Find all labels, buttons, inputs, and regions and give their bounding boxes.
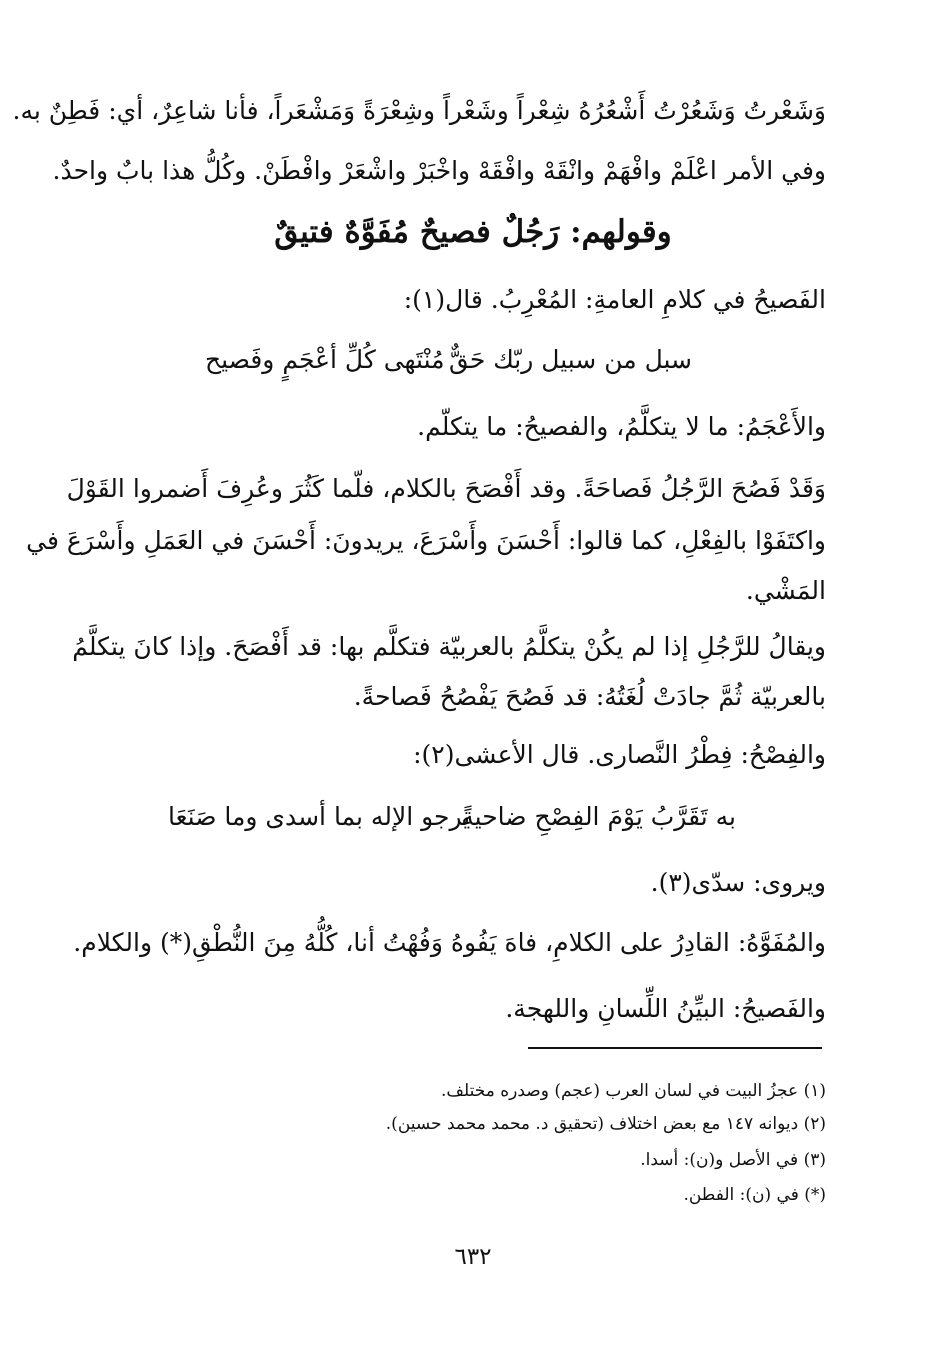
text-line-6: واكتَفَوْا بالفِعْلِ، كما قالوا: أَحْسَنَ وأَسْرَعَ، يريدونَ: أَحْسَنَ في العَمَلِ وأَسْرَعَ في <box>26 526 826 555</box>
text-line-4: والأَعْجَمُ: ما لا يتكلَّمُ، والفصيحُ: ما يتكلّم. <box>417 412 826 441</box>
text-line-10: والفِصْحُ: فِطْرُ النَّصارى. قال الأعشى(٢): <box>413 740 826 769</box>
text-line-3: الفَصيحُ في كلامِ العامةِ: المُعْرِبُ. قال(١): <box>403 285 826 314</box>
section-heading: وقولهم: رَجُلٌ فصيحٌ مُفَوَّهٌ فتيقٌ <box>274 214 672 250</box>
text-line-11: ويروى: سدّى(٣). <box>650 868 826 897</box>
text-line-13: والفَصيحُ: البيِّنُ اللِّسانِ واللهجة. <box>505 994 826 1023</box>
verse-1-second-hemistich: مُنْتَهى كُلِّ أعْجَمٍ وفَصيح <box>205 345 445 374</box>
verse-2-first-hemistich: به تَقَرَّبُ يَوْمَ الفِصْحِ ضاحيةً <box>461 802 736 831</box>
verse-1-first-hemistich: سبل من سبيل ربّك حَقٌّ <box>448 345 692 374</box>
text-line-1: وَشَعْرتُ وَشَعُرْتُ أَشْعُرُهُ شِعْراً وشَعْراً وشِعْرَةً وَمَشْعَراً، فأنا شاعِرٌ، أي: فَطِنٌ به. <box>12 96 826 125</box>
text-line-7: المَشْي. <box>745 576 826 605</box>
text-line-9: بالعربيّة ثُمَّ جادَتْ لُغَتُهُ: قد فَصُحَ يَفْصُحُ فَصاحةً. <box>353 682 826 711</box>
text-line-2: وفي الأمر اعْلَمْ وافْهَمْ وانْقَهْ وافْقَهْ واخْبَرْ واشْعَرْ وافْطَنْ. وكُلُّ هذا بابٌ واحدٌ. <box>52 156 826 185</box>
footnote-separator <box>528 1047 822 1049</box>
verse-2-second-hemistich: يرجو الإله بما أسدى وما صَنَعَا <box>168 802 471 831</box>
footnote-3: (٣) في الأصل و(ن): أسدا. <box>640 1150 826 1170</box>
page-number: ٦٣٢ <box>454 1244 492 1270</box>
text-line-5: وَقَدْ فَصُحَ الرَّجُلُ فَصاحَةً. وقد أَفْصَحَ بالكلام، فلّما كَثُرَ وعُرِفَ أَضمروا القَوْلَ <box>66 474 826 503</box>
footnote-2: (٢) ديوانه ١٤٧ مع بعض اختلاف (تحقيق د. محمد محمد حسين). <box>385 1114 826 1134</box>
footnote-4: (*) في (ن): الفطن. <box>683 1185 826 1205</box>
text-line-8: ويقالُ للرَّجُلِ إذا لم يكُنْ يتكلَّمُ بالعربيّة فتكلَّم بها: قد أَفْصَحَ. وإذا كانَ يتكلَّمُ <box>72 632 826 661</box>
text-line-12: والمُفَوَّهُ: القادِرُ على الكلامِ، فاهَ يَفُوهُ وَفُهْتُ أنا، كُلُّهُ مِنَ النُّطْقِ(*) والكلام. <box>73 928 826 957</box>
footnote-1: (١) عجزُ البيت في لسان العرب (عجم) وصدره مختلف. <box>440 1081 826 1101</box>
